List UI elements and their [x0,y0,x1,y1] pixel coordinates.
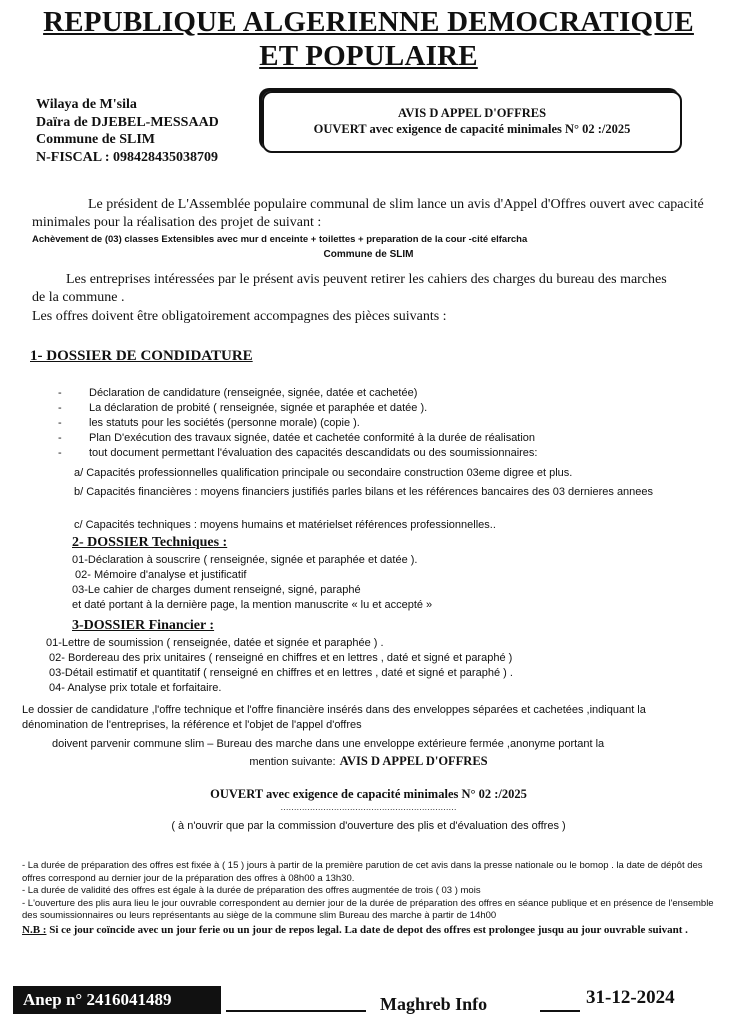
closing-deliver: doivent parvenir commune slim – Bureau des marche dans une enveloppe extérieure fermée ,anonyme portant la [52,738,605,750]
note-nb [22,924,714,937]
list-item: 04- Analyse prix totale et forfaitaire. [49,682,222,694]
section2-title: 2- DOSSIER Techniques : [72,535,228,550]
list-item: - Plan D'exécution des travaux signée, datée et cachetée conformité à la durée de réalisation [58,432,536,444]
list-item: - les statuts pour les sociétés (personne morale) (copie ). [58,417,360,429]
note-3: - L'ouverture des plis aura lieu le jour ouvrable correspondent au dernier jour de la durée de préparation des offres en séance publique et en présence de l'ensemble des soumissionnaires ou leurs représentants au siège de la commune slim Bureau des marche à partir de 14h00 [22,897,714,921]
section1-title: 1- DOSSIER DE CONDIDATURE [30,348,253,364]
newspaper-name: Maghreb Info [380,994,488,1014]
note-2: - La durée de validité des offres est égale à la durée de préparation des offres augmentée de trois ( 03 ) mois [22,885,481,896]
wilaya: Wilaya de M'sila [36,97,137,112]
list-item: - tout document permettant l'évaluation des capacités descandidats ou des soumissionnaires: [58,447,538,459]
avis-box-line2: OUVERT avec exigence de capacité minimales N° 02 :/2025 [313,122,631,136]
closing-paragraph: Le dossier de candidature ,l'offre technique et l'offre financière insérés dans des enveloppes séparées et cachetées ,indiquant la dénomination de l'entreprises, la référence et l'objet de l'appel d'offres [22,704,646,731]
list-item: 03-Détail estimatif et quantitatif ( renseigné en chiffres et en lettres , daté et signé et paraphé ) . [49,667,513,679]
note-1: - La durée de préparation des offres est fixée à ( 15 ) jours à partir de la première parution de cet avis dans la presse nationale ou le bomop . la date de dépôt des offres correspond au dernier jour de la préparation des offres à 08h00 a 13h30. [22,860,703,884]
intro-pieces: Les offres doivent être obligatoirement accompagnes des pièces suivants : [32,309,447,324]
ouvert-line: OUVERT avec exigence de capacité minimales N° 02 :/2025 [210,787,527,801]
intro-paragraph: Le président de L'Assemblée populaire communal de slim lance un avis d'Appel d'Offres ouvert avec capacité minimales pour la réalisation des projet de suivant : [32,197,704,230]
list-item: 03-Le cahier de charges dument renseigné, signé, paraphé [72,584,361,596]
section3-title: 3-DOSSIER Financier : [72,618,215,633]
avis-box-line1: AVIS D APPEL D'OFFRES [397,106,547,120]
nfiscal: N-FISCAL : 098428435038709 [36,149,219,165]
mention-prefix: mention suivante: [249,756,336,768]
section3-list [46,636,706,696]
list-item: 02- Bordereau des prix unitaires ( renseigné en chiffres et en lettres , daté et signé et paraphé ) [49,652,513,664]
page-title-line2: ET POPULAIRE [259,40,478,72]
capacity-c: c/ Capacités techniques : moyens humains et matérielset références professionnelles.. [74,519,496,531]
dots-divider: ………………………………………………………… [280,803,457,812]
intro-withdraw: Les entreprises intéressées par le présent avis peuvent retirer les cahiers des charges du bureau des marches de la commune . [32,272,667,305]
commune-center: Commune de SLIM [323,249,414,260]
project-title: Achèvement de (03) classes Extensibles avec mur d enceinte + toilettes + preparation de la cour -cité elfarcha [32,234,528,245]
footer-notes [22,860,714,937]
nb-label: N.B : [22,923,47,936]
page-title-line1: REPUBLIQUE ALGERIENNE DEMOCRATIQUE [43,6,694,38]
capacity-a: a/ Capacités professionnelles qualification principale ou secondaire construction 03eme digree et plus. [74,467,573,479]
list-item: - La déclaration de probité ( renseignée, signée et paraphée et datée ). [58,402,428,414]
capacity-b: b/ Capacités financières : moyens financiers justifiés parles bilans et les références bancaires des 03 dernieres annees [74,486,654,498]
section2-list [72,553,712,613]
avis-box [262,91,682,153]
commission-note: ( à n'ouvrir que par la commission d'ouverture des plis et d'évaluation des offres ) [171,820,566,832]
list-item: - Déclaration de candidature (renseignée, signée, datée et cachetée) [58,387,418,399]
daira: Daïra de DJEBEL-MESSAAD [36,114,219,130]
signature-line-right [540,1010,580,1012]
signature-line-left [226,1010,366,1012]
closing-mention [0,752,737,770]
list-item: 01-Lettre de soumission ( renseignée, datée et signée et paraphée ) . [46,637,384,649]
list-item: 02- Mémoire d'analyse et justificatif [75,569,247,581]
publication-date: 31-12-2024 [586,987,675,1008]
mention-bold: AVIS D APPEL D'OFFRES [339,754,488,768]
nb-text: Si ce jour coïncide avec un jour ferie ou un jour de repos legal. La date de depot des offres est prolongee jusqu au jour ouvrable suivant . [49,923,688,936]
commune: Commune de SLIM [36,132,156,147]
authority-block [36,96,219,166]
list-item: et daté portant à la dernière page, la mention manuscrite « lu et accepté » [72,599,433,611]
anep-number: Anep n° 2416041489 [13,986,221,1014]
list-item: 01-Déclaration à souscrire ( renseignée, signée et paraphée et datée ). [72,554,418,566]
section1-list [58,386,709,461]
